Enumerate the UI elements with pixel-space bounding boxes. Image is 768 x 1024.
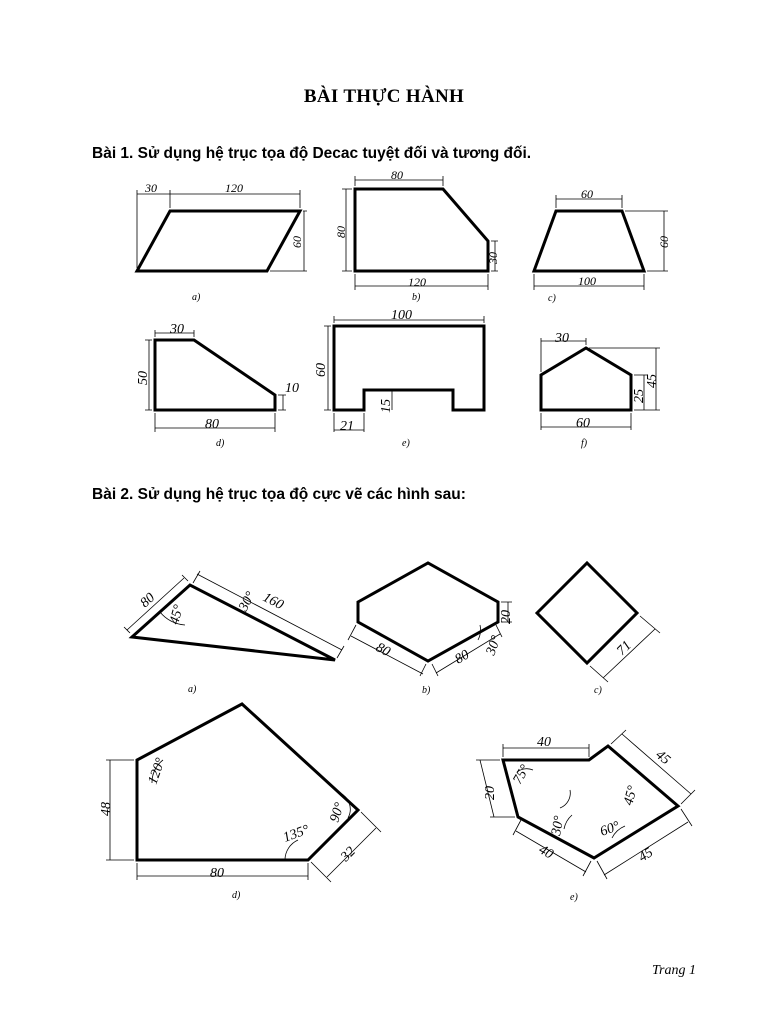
svg-text:c): c) [548, 293, 556, 304]
svg-text:30: 30 [145, 181, 157, 195]
svg-text:45°: 45° [621, 784, 641, 808]
svg-text:80: 80 [137, 590, 159, 611]
svg-text:e): e) [570, 892, 578, 903]
figure-2b [348, 563, 514, 696]
svg-text:80: 80 [210, 866, 224, 881]
svg-text:90°: 90° [327, 800, 348, 825]
svg-text:30°: 30° [236, 589, 259, 614]
svg-text:a): a) [192, 292, 201, 303]
exercise-2-heading: Bài 2. Sử dụng hệ trục tọa độ cực vẽ các hình sau: [92, 486, 466, 503]
svg-text:80: 80 [373, 640, 393, 661]
svg-text:40: 40 [536, 842, 556, 863]
svg-text:45°: 45° [167, 603, 187, 627]
svg-text:a): a) [188, 684, 197, 695]
figure-1f [541, 331, 660, 449]
svg-text:80: 80 [205, 417, 219, 432]
exercise-1-drawings [0, 168, 768, 458]
svg-text:b): b) [422, 685, 431, 696]
svg-text:80: 80 [452, 647, 473, 668]
exercise-2-drawings [0, 540, 768, 910]
svg-text:25: 25 [632, 389, 647, 403]
exercise-1-heading: Bài 1. Sử dụng hệ trục tọa độ Decac tuyệt đối và tương đối. [92, 145, 532, 162]
svg-text:48: 48 [99, 802, 114, 816]
svg-text:e): e) [402, 438, 410, 449]
svg-text:30°: 30° [483, 633, 505, 658]
svg-text:40: 40 [537, 735, 551, 750]
figure-2d [99, 704, 381, 901]
svg-text:d): d) [232, 890, 241, 901]
svg-text:160: 160 [260, 590, 286, 614]
svg-text:120: 120 [408, 275, 426, 289]
svg-text:45: 45 [645, 374, 660, 388]
svg-text:100: 100 [391, 308, 412, 323]
svg-text:b): b) [412, 292, 421, 303]
figure-2a [124, 571, 344, 695]
figure-1e [314, 308, 484, 449]
svg-text:21: 21 [340, 419, 354, 434]
svg-text:30: 30 [555, 331, 569, 346]
svg-text:75°: 75° [510, 762, 534, 787]
svg-text:80: 80 [334, 226, 348, 238]
page-title: BÀI THỰC HÀNH [303, 86, 465, 107]
svg-text:30°: 30° [549, 814, 568, 837]
svg-text:20: 20 [483, 786, 498, 800]
svg-text:c): c) [594, 685, 602, 696]
svg-text:15: 15 [379, 399, 394, 413]
svg-text:120°: 120° [145, 756, 169, 787]
svg-text:50: 50 [136, 371, 151, 385]
svg-text:32: 32 [338, 844, 359, 865]
svg-text:120: 120 [225, 181, 243, 195]
svg-text:60: 60 [314, 363, 329, 377]
svg-text:30: 30 [486, 252, 500, 264]
page-number: Trang 1 [652, 963, 696, 978]
figure-2c [537, 563, 660, 696]
svg-text:60: 60 [576, 416, 590, 431]
svg-text:100: 100 [578, 274, 596, 288]
svg-text:30: 30 [170, 322, 184, 337]
svg-text:d): d) [216, 438, 225, 449]
svg-text:71: 71 [614, 638, 635, 659]
figure-1a [137, 181, 307, 303]
svg-text:60°: 60° [598, 818, 622, 840]
figure-1d [136, 322, 299, 449]
figure-2e [476, 730, 695, 903]
svg-text:10: 10 [285, 381, 299, 396]
svg-text:20: 20 [499, 610, 514, 624]
svg-text:135°: 135° [281, 822, 312, 846]
svg-text:45: 45 [636, 845, 656, 866]
figure-1c [534, 187, 671, 304]
svg-text:60: 60 [657, 236, 671, 248]
svg-text:45: 45 [652, 747, 673, 769]
svg-text:60: 60 [290, 236, 304, 248]
svg-text:80: 80 [391, 168, 403, 182]
figure-1b [334, 168, 500, 303]
svg-text:60: 60 [581, 187, 593, 201]
svg-text:f): f) [581, 438, 588, 449]
